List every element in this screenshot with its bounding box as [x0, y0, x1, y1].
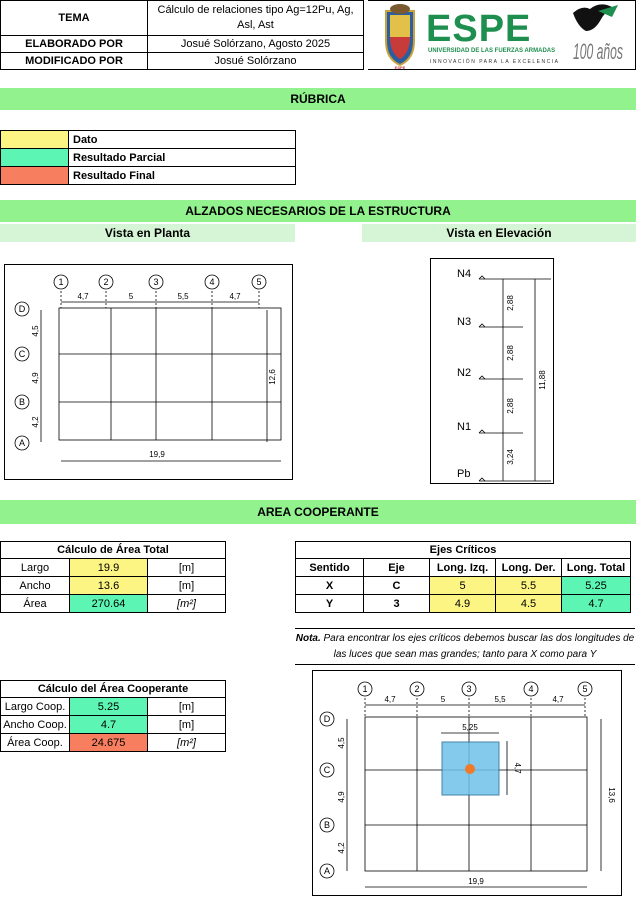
ejes-cell: 4.7	[562, 595, 631, 613]
plan-view-drawing	[5, 265, 294, 481]
coop-span-y-2: 4,9	[337, 791, 346, 803]
coop-row-unit: [m]	[148, 698, 226, 716]
ejes-criticos-table	[295, 541, 631, 613]
area-total-table	[0, 541, 226, 613]
plan-span-x-2: 5	[128, 292, 134, 301]
header-table	[0, 0, 364, 70]
coop-span-y-1: 4,5	[337, 737, 346, 749]
rubrica-title: RÚBRICA	[0, 88, 636, 110]
rubrica-swatch-parcial	[1, 149, 69, 167]
coop-row-axis-a: A	[323, 866, 331, 876]
ejes-cell: 4.9	[430, 595, 496, 613]
modificado-value: Josué Solórzano	[148, 53, 364, 70]
area-cooperante-title: AREA COOPERANTE	[0, 500, 636, 524]
coop-diagram-drawing	[313, 671, 623, 897]
plan-row-axis-a: A	[18, 438, 26, 448]
elevation-height-2: 2,88	[506, 345, 515, 361]
ejes-header: Eje	[364, 559, 430, 577]
ejes-header: Long. Total	[562, 559, 631, 577]
elevation-height-3: 2,88	[506, 398, 515, 414]
coop-row-axis-c: C	[323, 765, 331, 775]
coop-row-unit: [m]	[148, 716, 226, 734]
coop-area-height: 4,7	[513, 762, 522, 774]
ejes-header: Long. Izq.	[430, 559, 496, 577]
coop-row-value: 5.25	[70, 698, 148, 716]
total-row-value: 270.64	[70, 595, 148, 613]
coop-row-unit: [m²]	[148, 734, 226, 752]
coop-row-axis-b: B	[323, 820, 331, 830]
plan-view-frame	[4, 264, 293, 480]
total-row-label: Ancho	[1, 577, 70, 595]
coop-span-x-2: 5	[440, 695, 446, 704]
coop-col-axis-2: 2	[414, 684, 420, 694]
plan-col-axis-2: 2	[103, 277, 109, 287]
elevation-view-drawing	[431, 259, 555, 485]
elevation-level-n3: N3	[457, 316, 472, 328]
coop-row-label: Área Coop.	[1, 734, 70, 752]
coop-area-width: 5,25	[462, 723, 478, 732]
plan-span-x-3: 5,5	[177, 292, 189, 301]
nota-label: Nota.	[295, 633, 321, 644]
plan-col-axis-3: 3	[153, 277, 159, 287]
ejes-criticos-title: Ejes Críticos	[296, 542, 631, 559]
ejes-cell: 4.5	[496, 595, 562, 613]
ejes-cell: 5.5	[496, 577, 562, 595]
coop-span-x-4: 4,7	[552, 695, 564, 704]
total-row-value: 19.9	[70, 559, 148, 577]
coop-row-label: Ancho Coop.	[1, 716, 70, 734]
elaborado-label: ELABORADO POR	[1, 36, 148, 53]
plan-span-y-2: 4,9	[31, 372, 40, 384]
planta-label: Vista en Planta	[0, 224, 295, 242]
ejes-cell: 3	[364, 595, 430, 613]
rubrica-label-dato: Dato	[69, 131, 296, 149]
ejes-header: Long. Der.	[496, 559, 562, 577]
plan-span-x-1: 4,7	[77, 292, 89, 301]
plan-span-y-1: 4,5	[31, 325, 40, 337]
coop-row-axis-d: D	[323, 714, 331, 724]
rubrica-label-final: Resultado Final	[69, 167, 296, 185]
plan-total-y: 12,6	[268, 369, 277, 385]
coop-row-label: Largo Coop.	[1, 698, 70, 716]
eagle-icon	[573, 4, 618, 31]
elevacion-label: Vista en Elevación	[362, 224, 636, 242]
coop-row-value: 24.675	[70, 734, 148, 752]
coop-col-axis-3: 3	[466, 684, 472, 694]
plan-row-axis-d: D	[18, 304, 26, 314]
total-row-value: 13.6	[70, 577, 148, 595]
coop-col-axis-5: 5	[582, 684, 588, 694]
ejes-header: Sentido	[296, 559, 364, 577]
critical-column-point	[465, 764, 475, 774]
tema-label: TEMA	[1, 1, 148, 36]
ejes-cell: 5	[430, 577, 496, 595]
logo-subtitle: UNIVERSIDAD DE LAS FUERZAS ARMADAS	[428, 48, 556, 54]
plan-col-axis-1: 1	[58, 277, 64, 287]
logo-tagline: INNOVACIÓN PARA LA EXCELENCIA	[430, 59, 560, 65]
rubrica-swatch-dato	[1, 131, 69, 149]
total-row-unit: [m]	[148, 559, 226, 577]
ejes-cell: X	[296, 577, 364, 595]
rubrica-swatch-final	[1, 167, 69, 185]
alzados-title: ALZADOS NECESARIOS DE LA ESTRUCTURA	[0, 200, 636, 222]
elevation-view-frame	[430, 258, 554, 484]
coop-span-x-1: 4,7	[384, 695, 396, 704]
coop-span-y-3: 4,2	[337, 842, 346, 854]
coop-total-x: 19,9	[468, 877, 484, 886]
tema-value: Cálculo de relaciones tipo Ag=12Pu, Ag, Asl, Ast	[148, 1, 364, 36]
area-coop-title: Cálculo del Área Cooperante	[1, 681, 226, 698]
rubrica-label-parcial: Resultado Parcial	[69, 149, 296, 167]
plan-span-x-4: 4,7	[229, 292, 241, 301]
total-row-unit: [m]	[148, 577, 226, 595]
total-row-unit: [m²]	[148, 595, 226, 613]
plan-span-y-3: 4,2	[31, 416, 40, 428]
elevation-height-1: 2,88	[506, 295, 515, 311]
elevation-height-4: 3,24	[506, 449, 515, 465]
coop-col-axis-4: 4	[528, 684, 534, 694]
logo-graphic	[368, 1, 636, 71]
coop-span-x-3: 5,5	[494, 695, 506, 704]
plan-total-x: 19,9	[149, 450, 165, 459]
elaborado-value: Josué Solórzano, Agosto 2025	[148, 36, 364, 53]
elevation-level-n4: N4	[457, 268, 472, 280]
area-coop-table	[0, 680, 226, 752]
elevation-level-pb: Pb	[457, 468, 471, 480]
coop-row-value: 4.7	[70, 716, 148, 734]
coop-total-y: 13,6	[607, 787, 616, 803]
modificado-label: MODIFICADO POR	[1, 53, 148, 70]
nota-text: Para encontrar los ejes críticos debemos buscar las dos longitudes de las luces que sean mas grandes; tanto para X como para Y	[323, 633, 635, 660]
espe-logo	[368, 0, 636, 70]
ejes-cell: 5.25	[562, 577, 631, 595]
elevation-level-n2: N2	[457, 367, 472, 379]
coop-diagram-frame	[312, 670, 622, 896]
ejes-cell: C	[364, 577, 430, 595]
anniversary-text: 100 años	[573, 39, 623, 64]
plan-row-axis-c: C	[18, 349, 26, 359]
elevation-total-height: 11,88	[538, 370, 547, 390]
coop-col-axis-1: 1	[362, 684, 368, 694]
elevation-level-n1: N1	[457, 421, 472, 433]
plan-col-axis-4: 4	[209, 277, 215, 287]
logo-name: ESPE	[426, 8, 532, 50]
shield-icon	[386, 4, 414, 65]
plan-row-axis-b: B	[18, 397, 26, 407]
total-row-label: Área	[1, 595, 70, 613]
rubrica-table	[0, 130, 296, 185]
area-total-title: Cálculo de Área Total	[1, 542, 226, 559]
ejes-cell: Y	[296, 595, 364, 613]
total-row-label: Largo	[1, 559, 70, 577]
plan-col-axis-5: 5	[256, 277, 262, 287]
nota-box	[295, 628, 635, 665]
shield-text: ESPE	[394, 65, 406, 70]
